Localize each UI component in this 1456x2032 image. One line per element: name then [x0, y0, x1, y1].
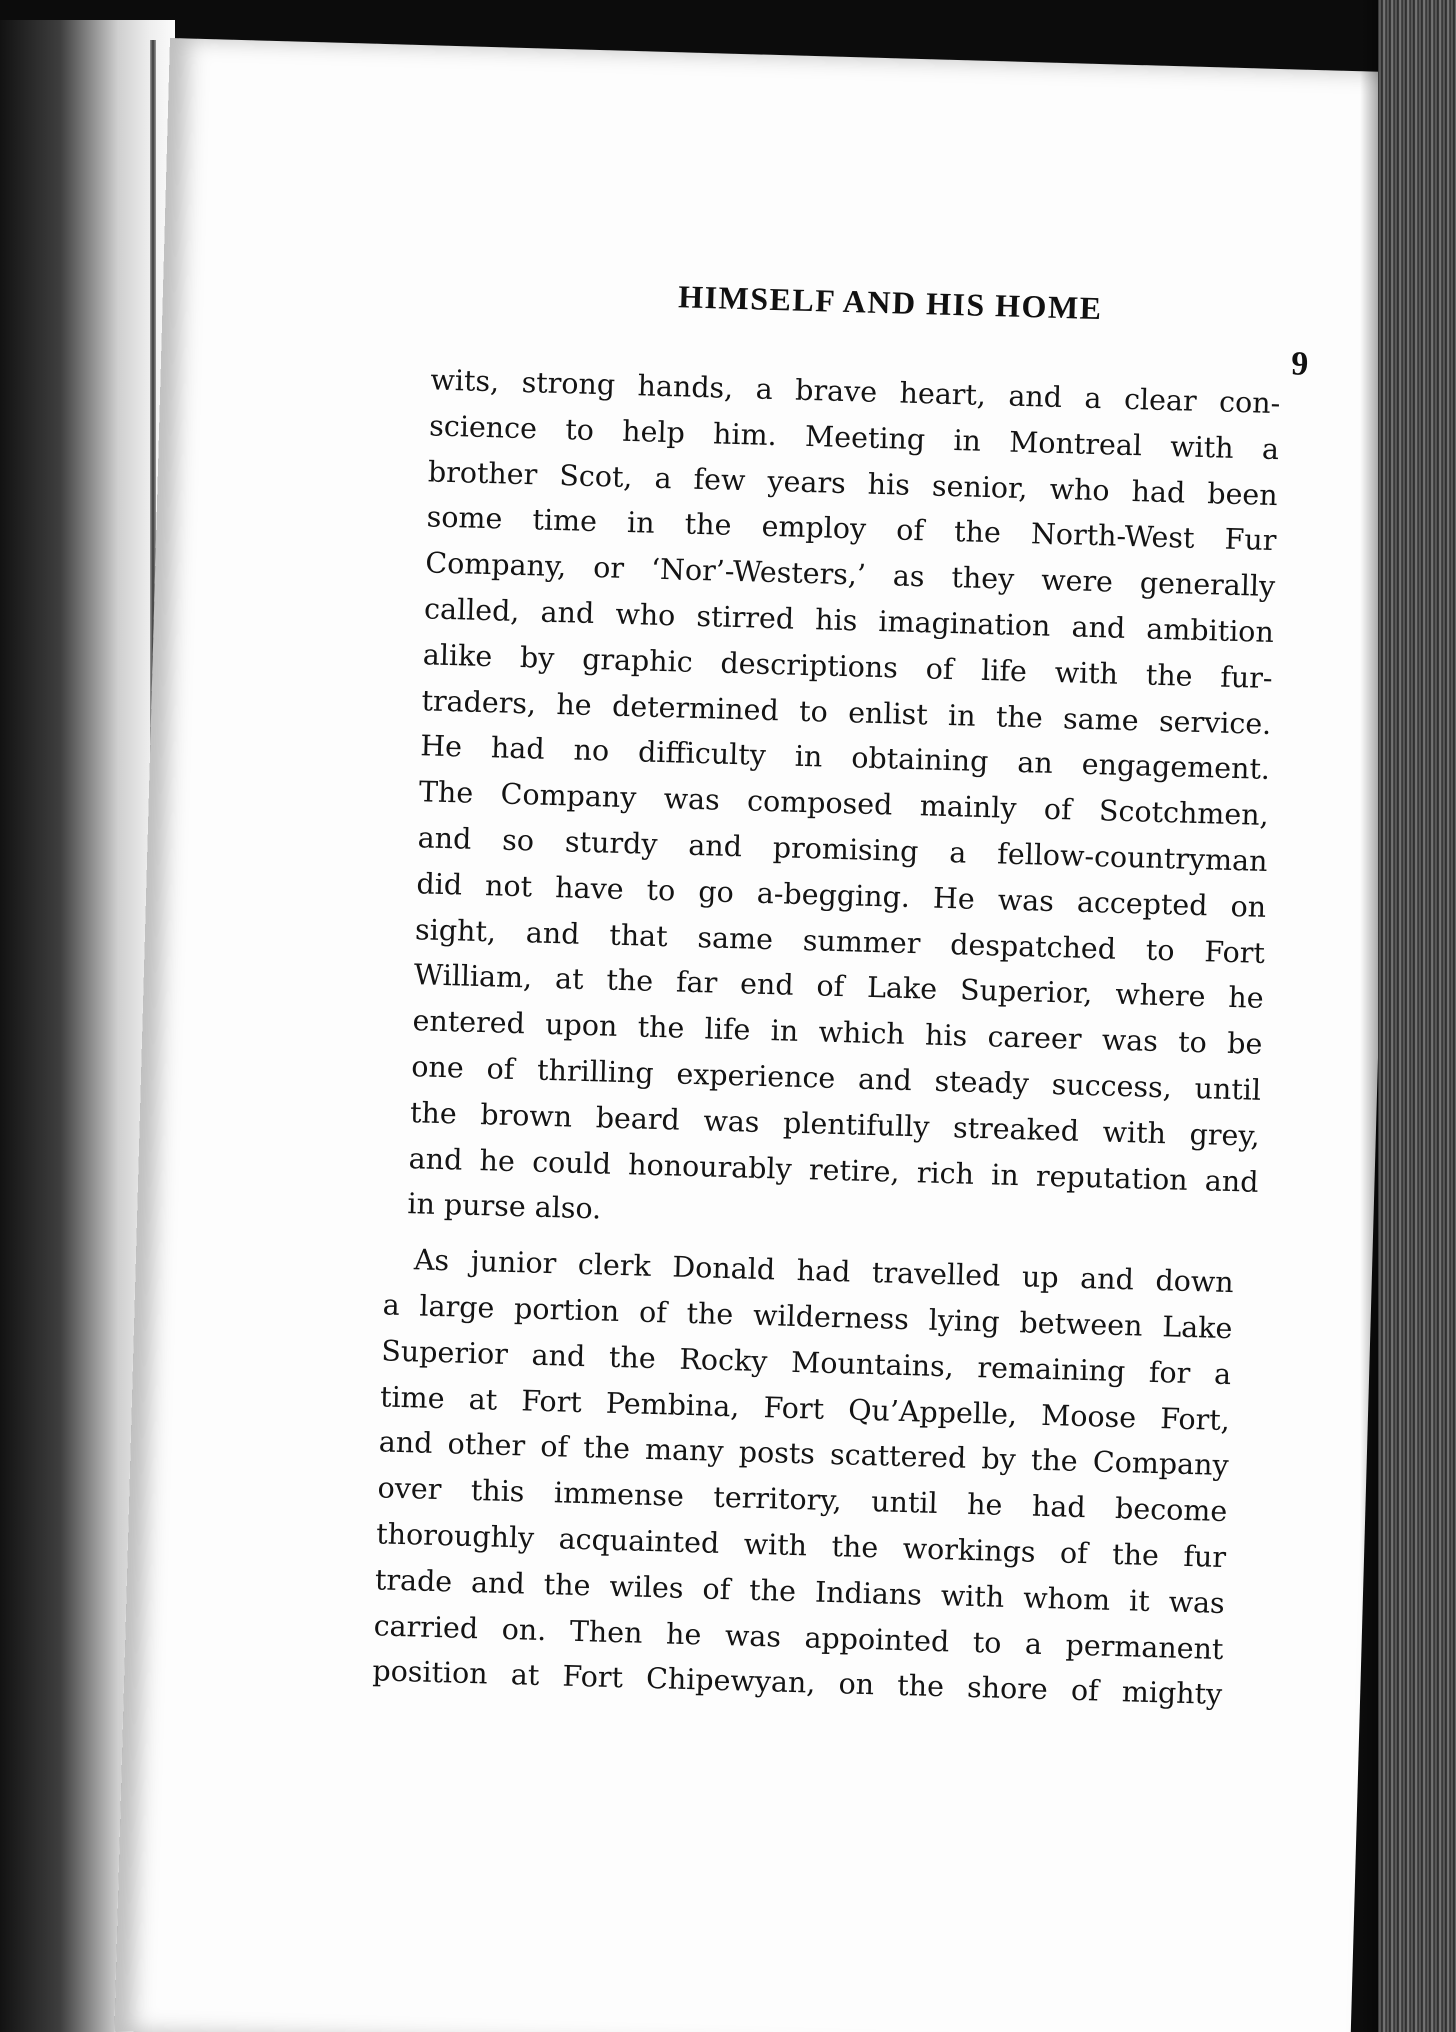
text-line: As junior clerk Donald had travelled up and down: [413, 1243, 1235, 1300]
text-line: alike by graphic descriptions of life with the fur-: [422, 638, 1274, 695]
text-line: some time in the employ of the North-West Fur: [426, 500, 1277, 558]
text-line: called, and who stirred his imagination and ambition: [423, 592, 1275, 650]
running-head: HIMSELF AND HIS HOME: [677, 278, 1104, 327]
text-line: carried on. Then he was appointed to a permanent: [373, 1608, 1224, 1666]
text-line: did not have to go a-begging. He was accepted on: [416, 866, 1267, 924]
page-number: 9: [1290, 345, 1309, 383]
text-line: He had no difficulty in obtaining an engagement.: [419, 729, 1271, 787]
text-line: The Company was composed mainly of Scotchmen,: [418, 775, 1270, 833]
text-line: position at Fort Chipewyan, on the shore of mighty: [372, 1654, 1223, 1712]
text-line: the brown beard was plentifully streaked with grey,: [409, 1095, 1261, 1153]
body-text: [372, 357, 1281, 1718]
text-line: science to help him. Meeting in Montreal with a: [428, 409, 1280, 466]
fore-edge: [1378, 0, 1456, 2032]
text-line: and so sturdy and promising a fellow-countryman: [417, 821, 1268, 878]
text-line: Superior and the Rocky Mountains, remaining for a: [380, 1334, 1232, 1391]
text-line: sight, and that same summer despatched to Fort: [414, 912, 1266, 970]
paragraph-1: [407, 357, 1281, 1251]
paragraph-2: [372, 1237, 1234, 1719]
text-line: thoroughly acquainted with the workings of the fur: [375, 1517, 1227, 1574]
text-line: time at Fort Pembina, Fort Qu’Appelle, Moose Fort,: [379, 1379, 1231, 1437]
text-line: wits, strong hands, a brave heart, and a clear con-: [430, 363, 1281, 421]
text-line: trade and the wiles of the Indians with whom it was: [374, 1563, 1226, 1620]
text-line: brother Scot, a few years his senior, who had been: [427, 454, 1279, 512]
text-line: William, at the far end of Lake Superior, where he: [413, 958, 1265, 1016]
text-line: and he could honourably retire, rich in reputation and: [408, 1141, 1259, 1199]
text-line: over this immense territory, until he had become: [377, 1471, 1228, 1529]
text-line: one of thrilling experience and steady success, until: [410, 1050, 1262, 1107]
book-page: [114, 38, 1405, 2032]
text-line: and other of the many posts scattered by the Company: [378, 1425, 1230, 1483]
text-line: traders, he determined to enlist in the same service.: [421, 683, 1272, 741]
text-line: in purse also.: [407, 1187, 602, 1226]
text-line: a large portion of the wilderness lying between Lake: [382, 1288, 1233, 1346]
text-line: entered upon the life in which his career was to be: [412, 1004, 1263, 1062]
text-line: Company, or ‘Nor’-Westers,’ as they were generally: [424, 546, 1276, 604]
